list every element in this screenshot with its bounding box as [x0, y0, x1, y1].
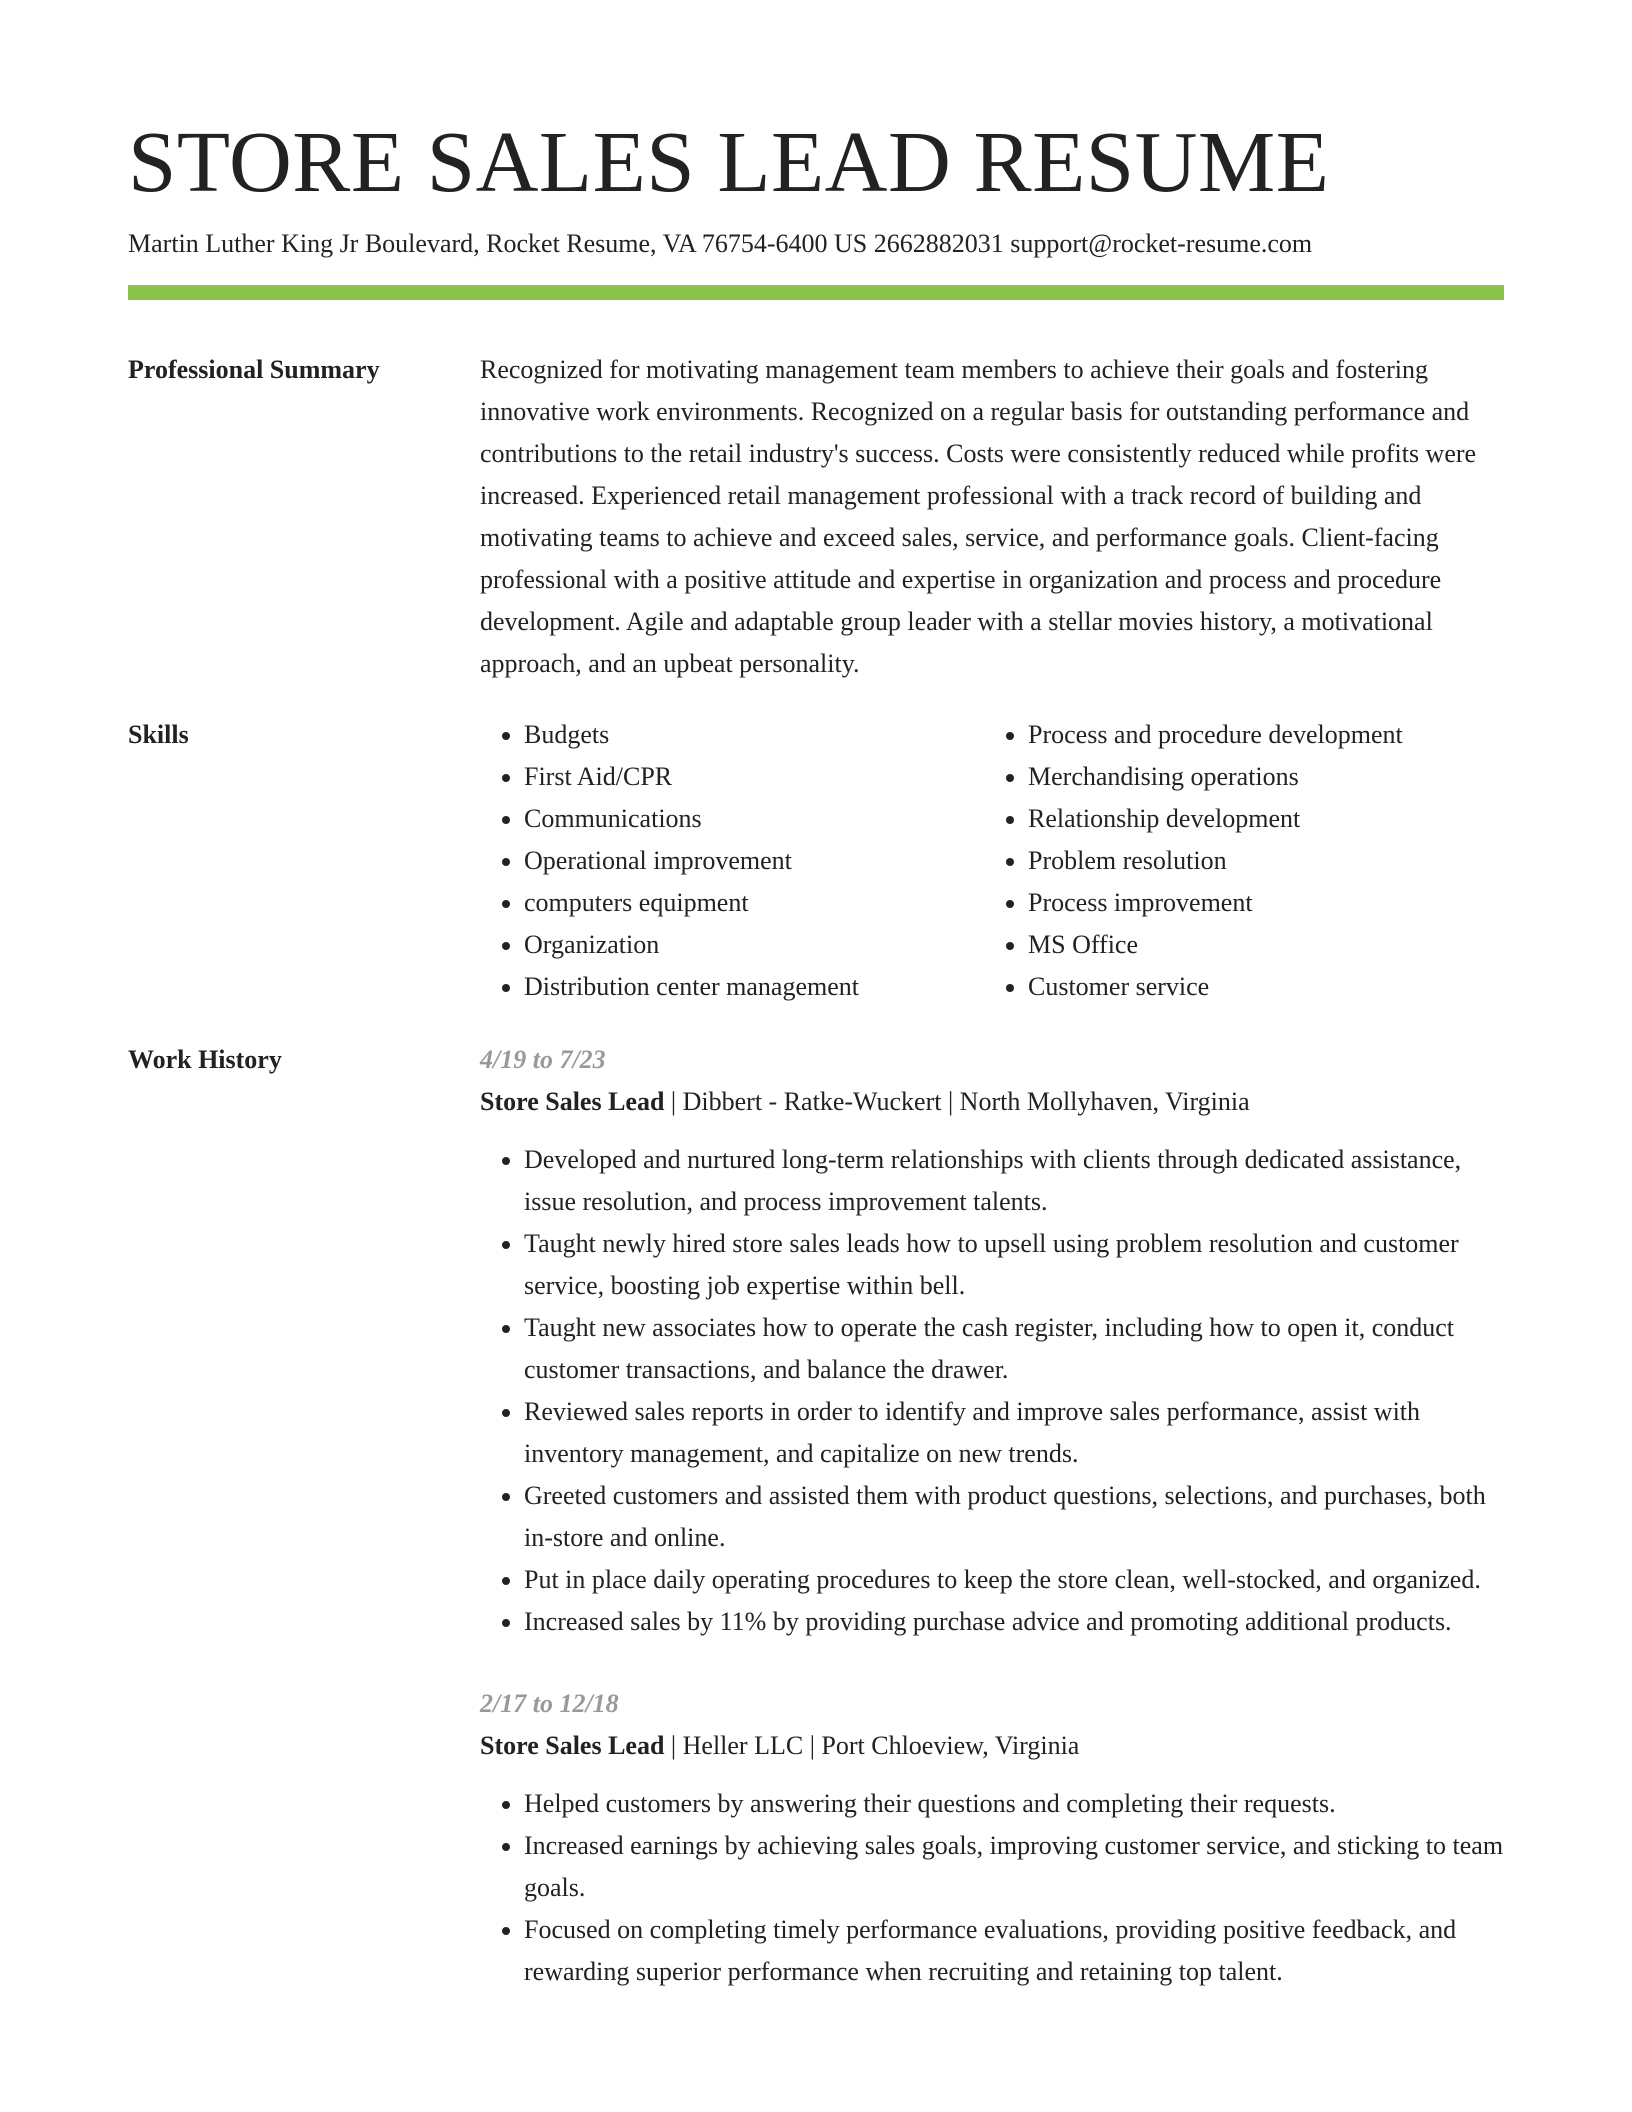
skill-item: • MS Office [1028, 924, 1403, 966]
skills-heading: Skills [128, 720, 189, 749]
job-title: Store Sales Lead [480, 1087, 665, 1116]
skill-item: • Problem resolution [1028, 840, 1403, 882]
resume-title: STORE SALES LEAD RESUME [128, 113, 1330, 210]
skill-item: • Communications [524, 798, 984, 840]
skill-item: • Customer service [1028, 966, 1403, 1008]
job-dates: 4/19 to 7/23 [480, 1045, 606, 1074]
skill-item: • Operational improvement [524, 840, 984, 882]
skill-item: • Merchandising operations [1028, 756, 1403, 798]
work-history-heading: Work History [128, 1045, 282, 1074]
resume-header [128, 113, 1504, 261]
work-history-section [128, 1039, 1504, 2033]
job-dates: 2/17 to 12/18 [480, 1689, 619, 1718]
skills-list-right [984, 714, 1403, 1008]
job-bullet: • Reviewed sales reports in order to identify and improve sales performance, assist with inventory management, and capitalize on new trends. [524, 1391, 1504, 1475]
job-bullet: • Increased earnings by achieving sales goals, improving customer service, and sticking to team goals. [524, 1825, 1504, 1909]
job-heading [480, 1725, 1504, 1767]
job-bullets [480, 1783, 1504, 1993]
job-bullet: • Greeted customers and assisted them with product questions, selections, and purchases, both in-store and online. [524, 1475, 1504, 1559]
job-bullets [480, 1139, 1504, 1643]
skill-item: • Organization [524, 924, 984, 966]
job-bullet: • Taught new associates how to operate the cash register, including how to open it, conduct customer transactions, and balance the drawer. [524, 1307, 1504, 1391]
skill-item: • Relationship development [1028, 798, 1403, 840]
job-details: | Dibbert - Ratke-Wuckert | North Mollyhaven, Virginia [664, 1087, 1250, 1116]
summary-section [128, 349, 1504, 685]
job-entry [480, 1039, 1504, 1643]
job-bullet: • Focused on completing timely performance evaluations, providing positive feedback, and rewarding superior performance when recruiting and retaining top talent. [524, 1909, 1504, 1993]
job-bullet: • Helped customers by answering their questions and completing their requests. [524, 1783, 1504, 1825]
job-title: Store Sales Lead [480, 1731, 665, 1760]
contact-info: Martin Luther King Jr Boulevard, Rocket Resume, VA 76754-6400 US 2662882031 support@rocket-resume.com [128, 229, 1313, 258]
job-bullet: • Increased sales by 11% by providing purchase advice and promoting additional products. [524, 1601, 1504, 1643]
job-bullet: • Taught newly hired store sales leads how to upsell using problem resolution and customer service, boosting job expertise within bell. [524, 1223, 1504, 1307]
skills-section [128, 714, 1504, 1008]
job-bullet: • Developed and nurtured long-term relationships with clients through dedicated assistance, issue resolution, and process improvement talents. [524, 1139, 1504, 1223]
skill-item: • First Aid/CPR [524, 756, 984, 798]
skill-item: • computers equipment [524, 882, 984, 924]
summary-text: Recognized for motivating management team members to achieve their goals and fostering innovative work environments. Recognized on a regular basis for outstanding performance and contributions to the retail industry's success. Costs were consistently reduced while profits were increased. Experienced retail management professional with a track record of building and motivating teams to achieve and exceed sales, service, and performance goals. Client-facing professional with a positive attitude and expertise in organization and process and procedure development. Agile and adaptable group leader with a stellar movies history, a motivational approach, and an upbeat personality. [480, 355, 1477, 678]
skill-item: • Distribution center management [524, 966, 984, 1008]
skills-list-left [480, 714, 984, 1008]
summary-heading: Professional Summary [128, 355, 380, 384]
job-bullet: • Put in place daily operating procedures to keep the store clean, well-stocked, and organized. [524, 1559, 1504, 1601]
accent-divider [128, 285, 1504, 300]
skill-item: • Budgets [524, 714, 984, 756]
skill-item: • Process and procedure development [1028, 714, 1403, 756]
job-heading [480, 1081, 1504, 1123]
skill-item: • Process improvement [1028, 882, 1403, 924]
job-details: | Heller LLC | Port Chloeview, Virginia [664, 1731, 1080, 1760]
job-entry [480, 1683, 1504, 1993]
